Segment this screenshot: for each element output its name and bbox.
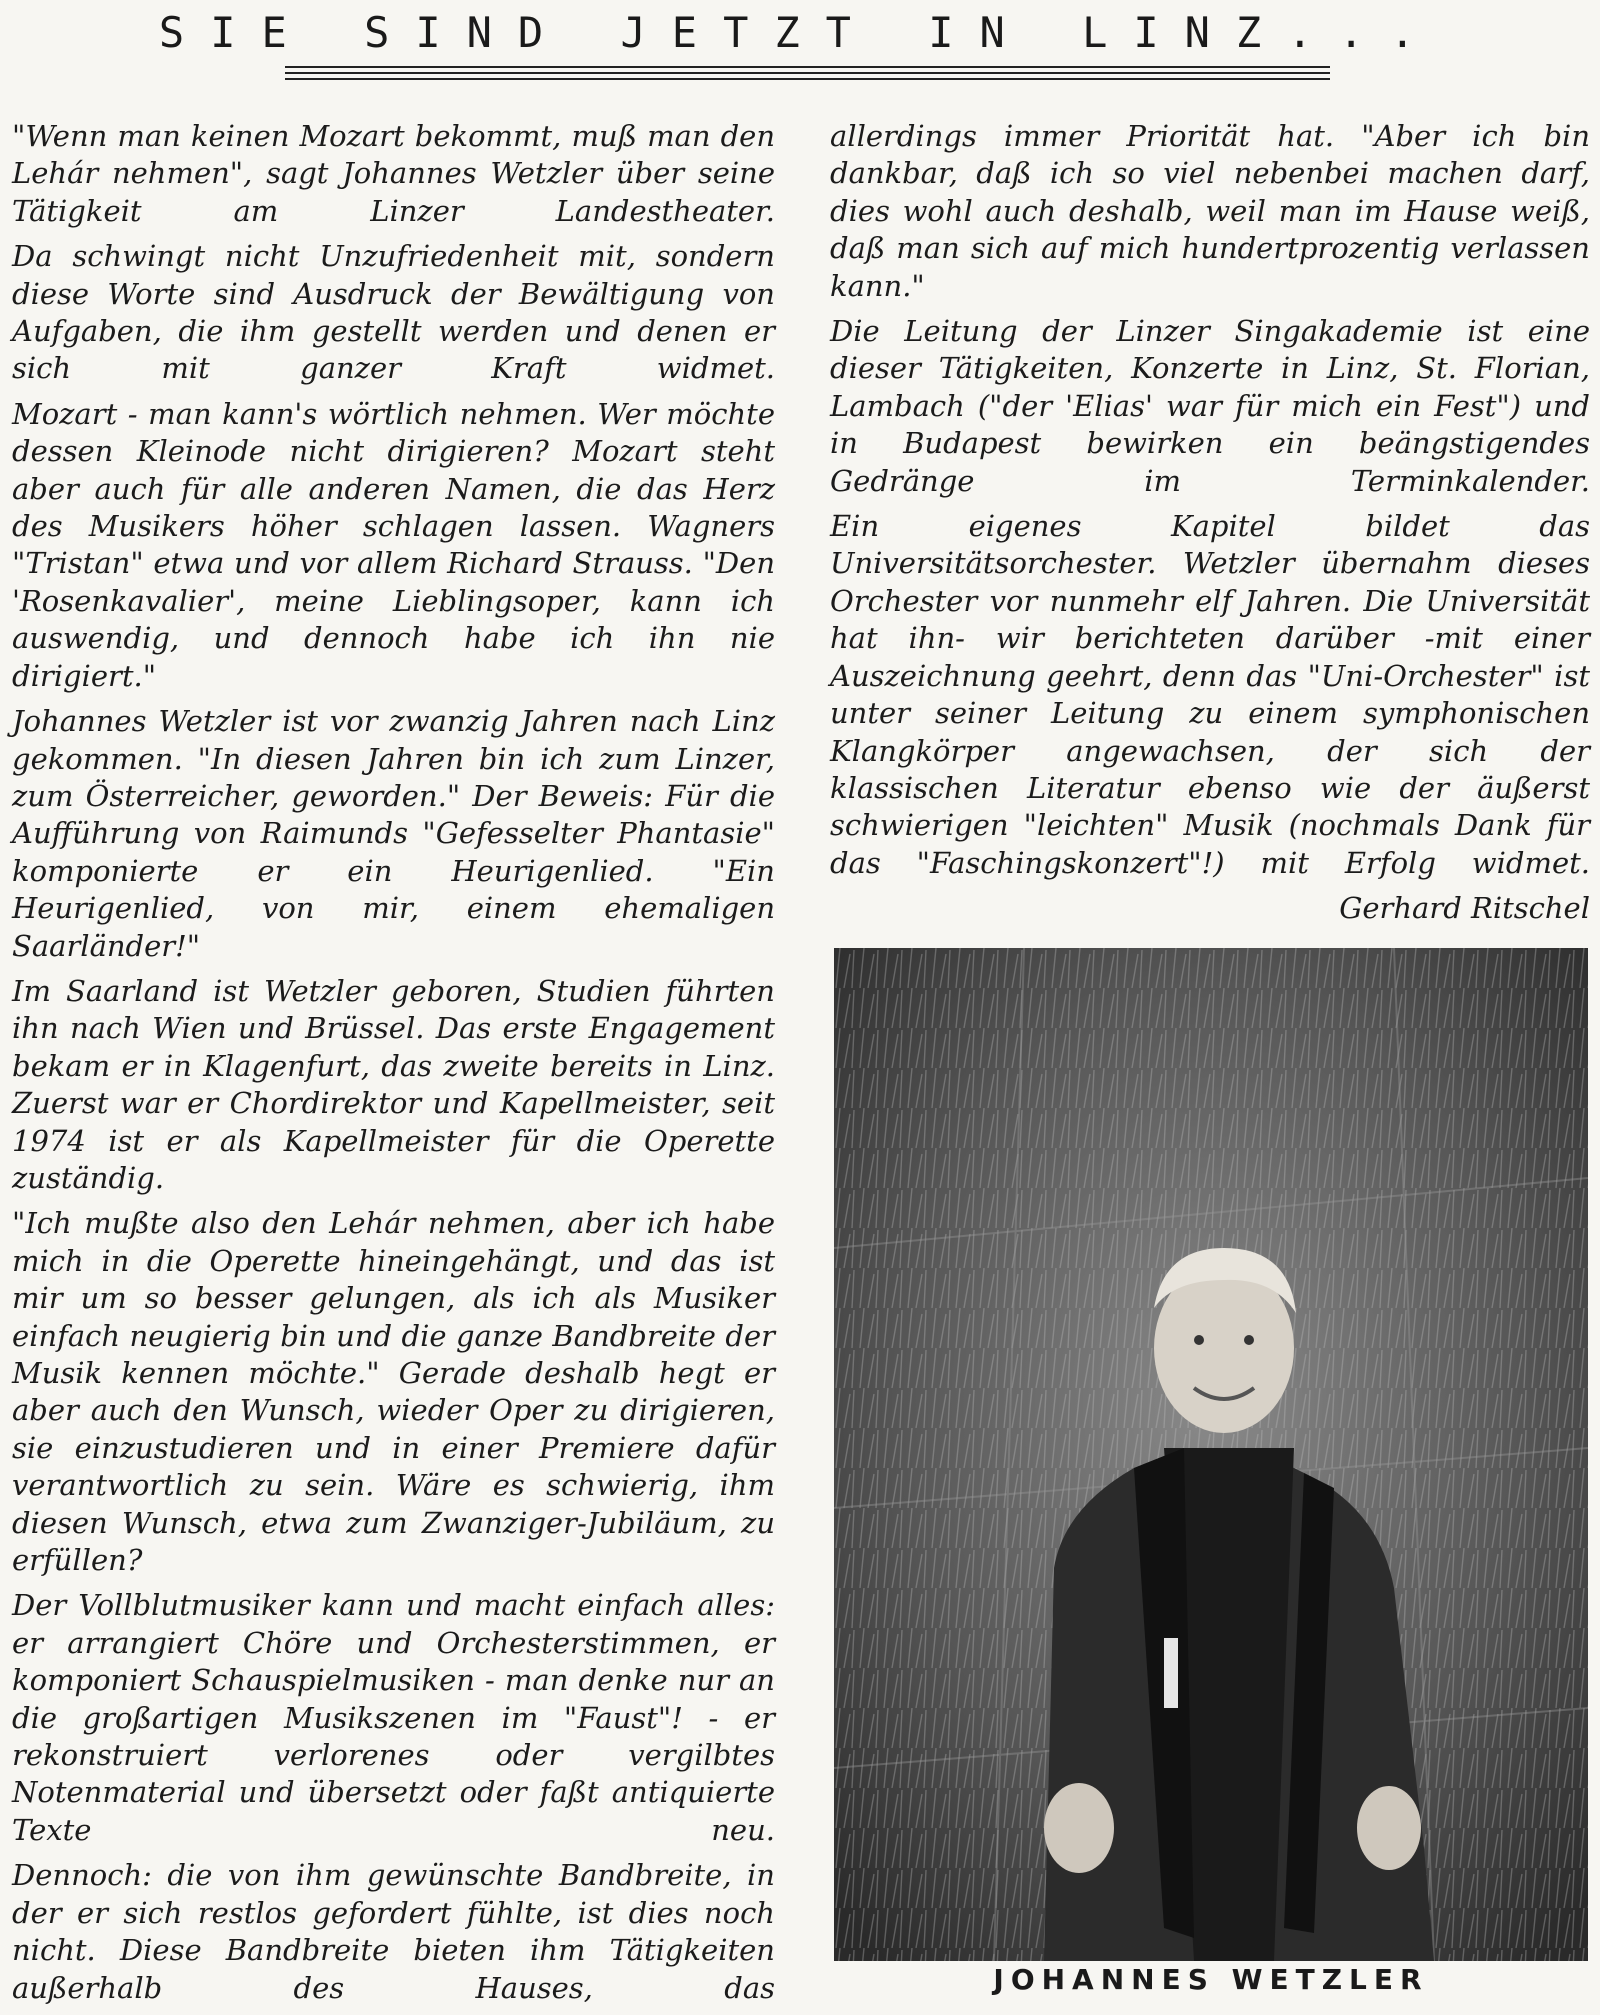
title-underline [285,66,1330,68]
title-underline [285,78,1330,80]
paragraph: "Wenn man keinen Mozart bekommt, muß man den Lehár nehmen", sagt Johannes Wetzler über seine Tätigkeit am Linzer Landestheater. [12,119,775,228]
paragraph: Im Saarland ist Wetzler geboren, Studien führten ihn nach Wien und Brüssel. Das erste Engagement bekam er in Klagenfurt, das zweite bereits in Linz. Zuerst war er Chordirektor und Kapellmeister, seit 1974 ist er als Kapellmeister für die Operette zuständig. [12,973,775,1195]
paragraph: Der Vollblutmusiker kann und macht einfach alles: er arrangiert Chöre und Orchesterstimmen, er komponiert Schauspielmusiken - man denke nur an die großartigen Musikszenen im "Faust"! - er rekonstruiert verlorenes oder vergilbtes Notenmaterial und übersetzt oder faßt antiquierte Texte neu. [12,1588,775,1847]
paragraph: Die Leitung der Linzer Singakademie ist eine dieser Tätigkeiten, Konzerte in Linz, St. Florian, Lambach ("der 'Elias' war für mich ein Fest") und in Budapest bewirken ein beängstigendes Gedränge im Terminkalender. [830,314,1590,498]
article-column-left [12,118,775,2015]
author-signature: Gerhard Ritschel [1339,891,1590,926]
paragraph: Dennoch: die von ihm gewünschte Bandbreite, in der er sich restlos gefordert fühlte, ist dies noch nicht. Diese Bandbreite bieten ihm Tätigkeiten außerhalb des Hauses, das [12,1858,775,2005]
title-underline [285,72,1330,74]
article-column-right [830,118,1590,928]
paragraph: allerdings immer Priorität hat. "Aber ich bin dankbar, daß ich so viel nebenbei machen darf, dies wohl auch deshalb, weil man im Hause weiß, daß man sich auf mich hundertprozentig verlassen kann." [830,119,1590,303]
portrait-photo [834,948,1588,1961]
page-title: SIE SIND JETZT IN LINZ... [158,8,1442,57]
paragraph: Ein eigenes Kapitel bildet das Universitätsorchester. Wetzler übernahm dieses Orchester vor nunmehr elf Jahren. Die Universität hat ihn- wir berichteten darüber -mit einer Auszeichnung geehrt, denn das "Uni-Orchester" ist unter seiner Leitung zu einem symphonischen Klangkörper angewachsen, der sich der klassischen Literatur ebenso wie der äußerst schwierigen "leichten" Musik (nochmals Dank für das "Faschingskonzert"!) mit Erfolg widmet. [830,509,1590,880]
paragraph: Mozart - man kann's wörtlich nehmen. Wer möchte dessen Kleinode nicht dirigieren? Mozart steht aber auch für alle anderen Namen, die das Herz des Musikers höher schlagen lassen. Wagners "Tristan" etwa und vor allem Richard Strauss. "Den 'Rosenkavalier', meine Lieblingsoper, kann ich auswendig, und dennoch habe ich ihn nie dirigiert." [12,396,775,693]
paragraph: Da schwingt nicht Unzufriedenheit mit, sondern diese Worte sind Ausdruck der Bewältigung von Aufgaben, die ihm gestellt werden und denen er sich mit ganzer Kraft widmet. [12,239,775,386]
paragraph: Johannes Wetzler ist vor zwanzig Jahren nach Linz gekommen. "In diesen Jahren bin ich zum Linzer, zum Österreicher, geworden." Der Beweis: Für die Aufführung von Raimunds "Gefesselter Phantasie" komponierte er ein Heurigenlied. "Ein Heurigenlied, von mir, einem ehemaligen Saarländer!" [12,704,775,963]
photo-caption: JOHANNES WETZLER [993,1963,1429,1996]
paragraph: "Ich mußte also den Lehár nehmen, aber ich habe mich in die Operette hineingehängt, und das ist mir um so besser gelungen, als ich als Musiker einfach neugierig bin und die ganze Bandbreite der Musik kennen möchte." Gerade deshalb hegt er aber auch den Wunsch, wieder Oper zu dirigieren, sie einzustudieren und in einer Premiere dafür verantwortlich zu sein. Wäre es schwierig, ihm diesen Wunsch, etwa zum Zwanziger-Jubiläum, zu erfüllen? [12,1206,775,1578]
author-signature-row [830,890,1590,927]
